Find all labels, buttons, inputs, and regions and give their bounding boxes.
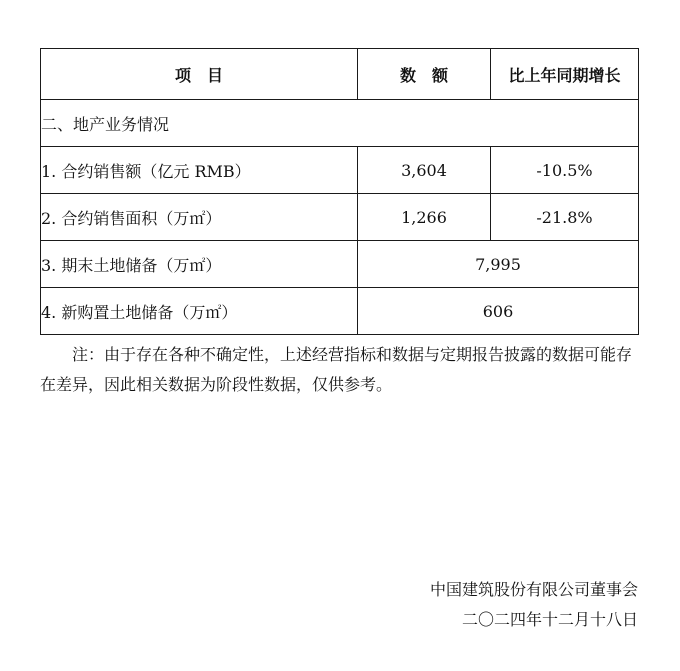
row-amount: 7,995 bbox=[358, 241, 639, 288]
table-header-row bbox=[41, 49, 639, 100]
row-amount: 3,604 bbox=[358, 147, 491, 194]
table-row bbox=[41, 241, 639, 288]
section-row bbox=[41, 100, 639, 147]
table-row bbox=[41, 288, 639, 335]
section-title: 二、地产业务情况 bbox=[41, 100, 639, 147]
row-yoy: -10.5% bbox=[491, 147, 639, 194]
signature-company: 中国建筑股份有限公司董事会 bbox=[429, 580, 638, 599]
row-yoy: -21.8% bbox=[491, 194, 639, 241]
row-label: 3. 期末土地储备（万㎡） bbox=[41, 241, 358, 288]
header-amount: 数 额 bbox=[358, 49, 491, 100]
row-label: 1. 合约销售额（亿元 RMB） bbox=[41, 147, 358, 194]
disclaimer-note bbox=[40, 340, 640, 400]
signature-block bbox=[430, 575, 638, 635]
row-amount: 606 bbox=[358, 288, 639, 335]
header-item: 项 目 bbox=[41, 49, 358, 100]
row-label: 2. 合约销售面积（万㎡） bbox=[41, 194, 358, 241]
table-row bbox=[41, 194, 639, 241]
land-business-table bbox=[40, 48, 639, 335]
table-row bbox=[41, 147, 639, 194]
signature-date: 二〇二四年十二月十八日 bbox=[461, 610, 638, 629]
row-amount: 1,266 bbox=[358, 194, 491, 241]
note-text: 注：由于存在各种不确定性，上述经营指标和数据与定期报告披露的数据可能存在差异，因此相关数据为阶段性数据，仅供参考。 bbox=[40, 345, 633, 394]
row-label: 4. 新购置土地储备（万㎡） bbox=[41, 288, 358, 335]
header-yoy: 比上年同期增长 bbox=[491, 49, 639, 100]
